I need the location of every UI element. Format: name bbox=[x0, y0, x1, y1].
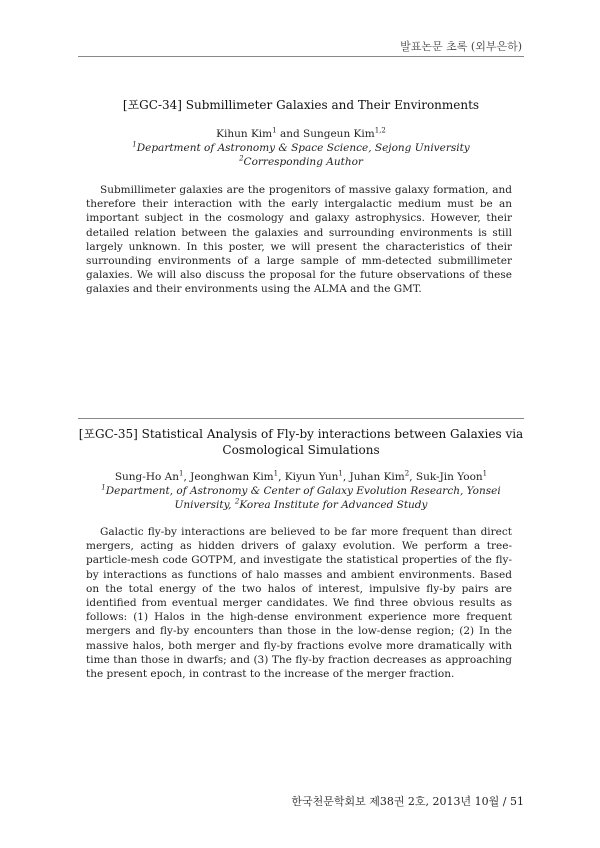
running-header: 발표논문 초록 (외부은하) bbox=[400, 40, 522, 53]
affiliation-text: Corresponding Author bbox=[243, 156, 363, 168]
author-name: Sung-Ho An bbox=[114, 471, 179, 483]
affiliation-line bbox=[78, 484, 524, 498]
section-rule bbox=[78, 418, 524, 419]
affiliation-line bbox=[78, 141, 524, 155]
affiliation-text: Korea Institute for Advanced Study bbox=[239, 499, 428, 511]
aff-sup: 2 bbox=[234, 497, 240, 506]
paper-abstract-gc35: Galactic fly-by interactions are believed to be far more frequent than direct mergers, acting as hidden drivers of galaxy evolution. We perform a tree-particle-mesh code GOTPM, and investigate the statistical properties of the fly-by interactions as functions of halo masses and ambient environments. Based on the total energy of the two halos of interest, impulsive fly-by pairs are identified from eventual merger candidates. We find three obvious results as follows: (1) Halos in the high-dense environment experience more frequent mergers and fly-by encounters than those in the low-dense region; (2) In the massive halos, both merger and fly-by fractions evolve more dramatically with time than those in dwarfs; and (3) The fly-by fraction decreases as approaching the present epoch, in contrast to the increase of the merger fraction. bbox=[86, 526, 512, 681]
author-name: , Juhan Kim bbox=[342, 471, 405, 483]
paper-abstract-gc34: Submillimeter galaxies are the progenitors of massive galaxy formation, and therefore their interaction with the early intergalactic medium must be an important subject in the cosmology and galaxy astrophysics. However, their detailed relation between the galaxies and surrounding environments is still largely unknown. In this poster, we will present the characteristics of their surrounding environments of a large sample of mm-detected submillimeter galaxies. We will also discuss the proposal for the future observations of these galaxies and their environments using the ALMA and the GMT. bbox=[86, 184, 512, 296]
affiliation-line bbox=[78, 155, 524, 169]
author-sup: 1 bbox=[272, 126, 277, 135]
author-sup: 1 bbox=[338, 469, 343, 478]
paper-title-gc34: [포GC-34] Submillimeter Galaxies and Their Environments bbox=[122, 98, 480, 112]
running-footer: 한국천문학회보 제38권 2호, 2013년 10월 / 51 bbox=[291, 795, 524, 808]
title-line: [포GC-35] Statistical Analysis of Fly-by interactions between Galaxies via bbox=[78, 427, 524, 441]
author-name: , Jeonghwan Kim bbox=[183, 471, 274, 483]
aff-sup: 1 bbox=[101, 483, 106, 492]
author-name: and Sungeun Kim bbox=[276, 128, 375, 140]
affiliation-text: Department, of Astronomy & Center of Galaxy Evolution Research, Yonsei bbox=[105, 485, 501, 497]
header-rule bbox=[78, 56, 524, 57]
author-line bbox=[78, 127, 524, 141]
paper-authors-gc34 bbox=[78, 127, 524, 169]
aff-sup: 1 bbox=[132, 140, 137, 149]
author-name: , Kiyun Yun bbox=[278, 471, 339, 483]
affiliation-text: University, bbox=[174, 499, 235, 511]
author-sup: 1 bbox=[482, 469, 488, 478]
author-name: Kihun Kim bbox=[216, 128, 273, 140]
author-sup: 2 bbox=[404, 469, 410, 478]
affiliation-text: Department of Astronomy & Space Science, Sejong University bbox=[136, 142, 470, 154]
author-name: , Suk-Jin Yoon bbox=[409, 471, 483, 483]
paper-authors-gc35 bbox=[78, 470, 524, 512]
author-sup: 1 bbox=[273, 469, 279, 478]
paper-title-gc35 bbox=[78, 426, 524, 458]
affiliation-line bbox=[78, 498, 524, 512]
aff-sup: 2 bbox=[239, 154, 244, 163]
author-sup: 1 bbox=[179, 469, 184, 478]
author-sup: 1,2 bbox=[374, 126, 386, 135]
title-line: Cosmological Simulations bbox=[222, 443, 380, 457]
author-line bbox=[78, 470, 524, 484]
